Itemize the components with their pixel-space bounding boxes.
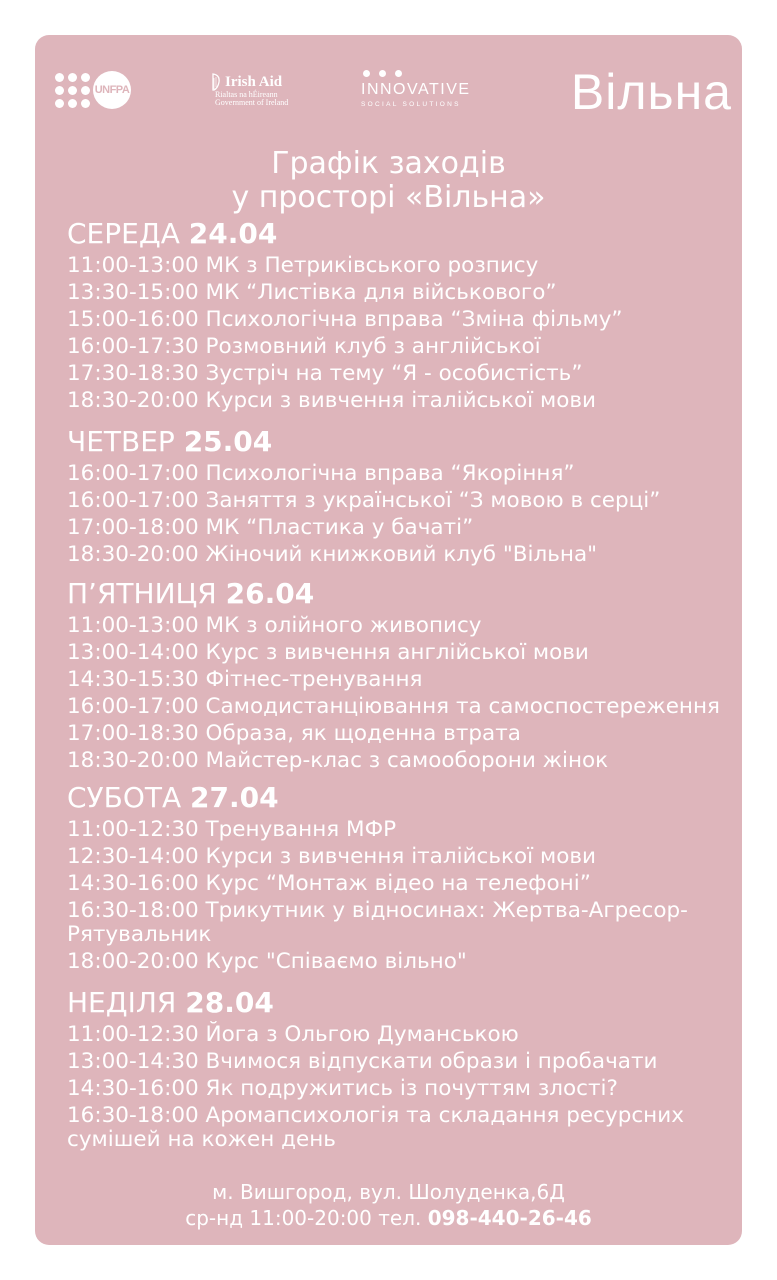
event-title: Жіночий книжковий клуб "Вільна" — [205, 542, 598, 567]
innovative-sub: SOCIAL SOLUTIONS — [361, 101, 461, 108]
day-name: ЧЕТВЕР — [67, 425, 175, 458]
event-time: 11:00-13:00 — [67, 253, 199, 278]
event-title: Розмовний клуб з англійської — [205, 334, 541, 359]
event-time: 13:30-15:00 — [67, 280, 199, 305]
event-item — [67, 462, 737, 486]
page-title — [35, 147, 742, 215]
day-heading — [67, 781, 737, 815]
event-title: Психологічна вправа “Зміна фільму” — [205, 307, 623, 332]
event-title: Тренування МФР — [205, 817, 397, 842]
hours-line — [35, 1205, 742, 1231]
event-title: Заняття з української “З мовою в серці” — [205, 488, 661, 513]
innovative-dots-icon — [363, 70, 471, 77]
event-time: 14:30-16:00 — [67, 1076, 199, 1101]
day-heading — [67, 425, 737, 459]
event-time: 14:30-16:00 — [67, 871, 199, 896]
schedule-list — [67, 217, 737, 1152]
innovative-logo — [361, 70, 471, 108]
day-heading — [67, 217, 737, 251]
day-name: НЕДІЛЯ — [67, 986, 177, 1019]
event-item — [67, 899, 737, 947]
event-title: Вчимося відпускати образи і пробачати — [205, 1049, 658, 1074]
innovative-name: INNOVATIVE — [361, 81, 471, 98]
event-time: 18:00-20:00 — [67, 949, 199, 974]
event-item — [67, 1023, 737, 1047]
event-item — [67, 281, 737, 305]
day-date: 27.04 — [190, 781, 279, 814]
day-heading — [67, 986, 737, 1020]
event-title: Курс “Монтаж відео на телефоні” — [205, 871, 591, 896]
event-item — [67, 543, 737, 567]
title-line-2: у просторі «Вільна» — [231, 180, 546, 215]
event-title: МК “Пластика у бачаті” — [205, 515, 474, 540]
event-time: 18:30-20:00 — [67, 388, 199, 413]
event-time: 11:00-13:00 — [67, 613, 199, 638]
event-item — [67, 614, 737, 638]
title-line-1: Графік заходів — [271, 146, 506, 181]
event-title: Майстер-клас з самооборони жінок — [205, 748, 609, 773]
event-item — [67, 254, 737, 278]
event-time: 18:30-20:00 — [67, 542, 199, 567]
unfpa-logo — [55, 71, 131, 109]
event-title: Як подружитись із почуттям злості? — [205, 1076, 618, 1101]
event-title: Психологічна вправа “Якоріння” — [205, 461, 575, 486]
event-title: Трикутник у відносинах: Жертва-Агресор-Рятувальник — [67, 898, 688, 947]
day-date: 28.04 — [185, 986, 274, 1019]
irish-aid-logo — [215, 75, 288, 108]
phone-label: тел. — [378, 1206, 422, 1230]
event-item — [67, 1050, 737, 1074]
event-item — [67, 308, 737, 332]
event-item — [67, 695, 737, 719]
event-time: 13:00-14:00 — [67, 640, 199, 665]
event-time: 16:30-18:00 — [67, 898, 199, 923]
day-date: 26.04 — [225, 577, 315, 610]
event-item — [67, 641, 737, 665]
event-item — [67, 1104, 737, 1152]
event-title: Фітнес-тренування — [205, 667, 423, 692]
event-time: 11:00-12:30 — [67, 817, 199, 842]
phone-number: 098-440-26-46 — [427, 1206, 592, 1230]
event-item — [67, 950, 737, 974]
schedule-poster — [35, 35, 742, 1245]
event-title: Самодистанціювання та самоспостереження — [205, 694, 720, 719]
logo-bar — [35, 35, 742, 155]
event-time: 16:00-17:00 — [67, 694, 199, 719]
event-time: 13:00-14:30 — [67, 1049, 199, 1074]
event-item — [67, 362, 737, 386]
event-item — [67, 845, 737, 869]
event-title: МК з Петриківського розпису — [205, 253, 539, 278]
event-title: Образа, як щоденна втрата — [205, 721, 521, 746]
event-time: 12:30-14:00 — [67, 844, 199, 869]
opening-hours: ср-нд 11:00-20:00 — [185, 1206, 372, 1230]
event-title: Курси з вивчення італійської мови — [205, 844, 597, 869]
event-item — [67, 516, 737, 540]
event-item — [67, 489, 737, 513]
day-name: СЕРЕДА — [67, 217, 180, 250]
event-item — [67, 818, 737, 842]
irish-aid-name: Irish Aid — [225, 74, 283, 90]
event-time: 14:30-15:30 — [67, 667, 199, 692]
event-time: 15:00-16:00 — [67, 307, 199, 332]
day-date: 24.04 — [188, 217, 278, 250]
event-title: Курс "Співаємо вільно" — [205, 949, 467, 974]
event-item — [67, 749, 737, 773]
event-time: 18:30-20:00 — [67, 748, 199, 773]
event-item — [67, 872, 737, 896]
unfpa-dots-icon — [55, 73, 90, 108]
event-title: Курс з вивчення англійської мови — [205, 640, 589, 665]
irish-aid-line3: Government of Ireland — [215, 98, 289, 108]
event-item — [67, 1077, 737, 1101]
event-title: МК “Листівка для військового” — [205, 280, 557, 305]
event-time: 16:30-18:00 — [67, 1103, 199, 1128]
event-time: 17:00-18:00 — [67, 515, 199, 540]
event-title: Йога з Ольгою Думанською — [205, 1022, 519, 1047]
event-time: 16:00-17:00 — [67, 488, 199, 513]
event-item — [67, 722, 737, 746]
event-title: Курси з вивчення італійської мови — [205, 388, 597, 413]
irish-aid-line2: Rialtas na hÉireann — [215, 89, 278, 99]
brand-wordmark: Вільна — [570, 64, 732, 120]
event-time: 11:00-12:30 — [67, 1022, 199, 1047]
event-item — [67, 389, 737, 413]
event-item — [67, 335, 737, 359]
address: м. Вишгород, вул. Шолуденка,6Д — [212, 1180, 565, 1204]
event-item — [67, 668, 737, 692]
day-name: СУБОТА — [67, 781, 182, 814]
event-title: Аромапсихологія та складання ресурсних сумішей на кожен день — [67, 1103, 684, 1152]
unfpa-emblem: UNFPA — [93, 71, 131, 109]
event-time: 17:30-18:30 — [67, 361, 199, 386]
event-title: Зустріч на тему “Я - особистість” — [205, 361, 583, 386]
event-time: 17:00-18:30 — [67, 721, 199, 746]
event-time: 16:00-17:00 — [67, 461, 199, 486]
day-name: П’ЯТНИЦЯ — [67, 577, 217, 610]
event-title: МК з олійного живопису — [205, 613, 482, 638]
harp-icon — [212, 73, 221, 91]
footer — [35, 1179, 742, 1231]
event-time: 16:00-17:30 — [67, 334, 199, 359]
day-heading — [67, 577, 737, 611]
day-date: 25.04 — [183, 425, 273, 458]
